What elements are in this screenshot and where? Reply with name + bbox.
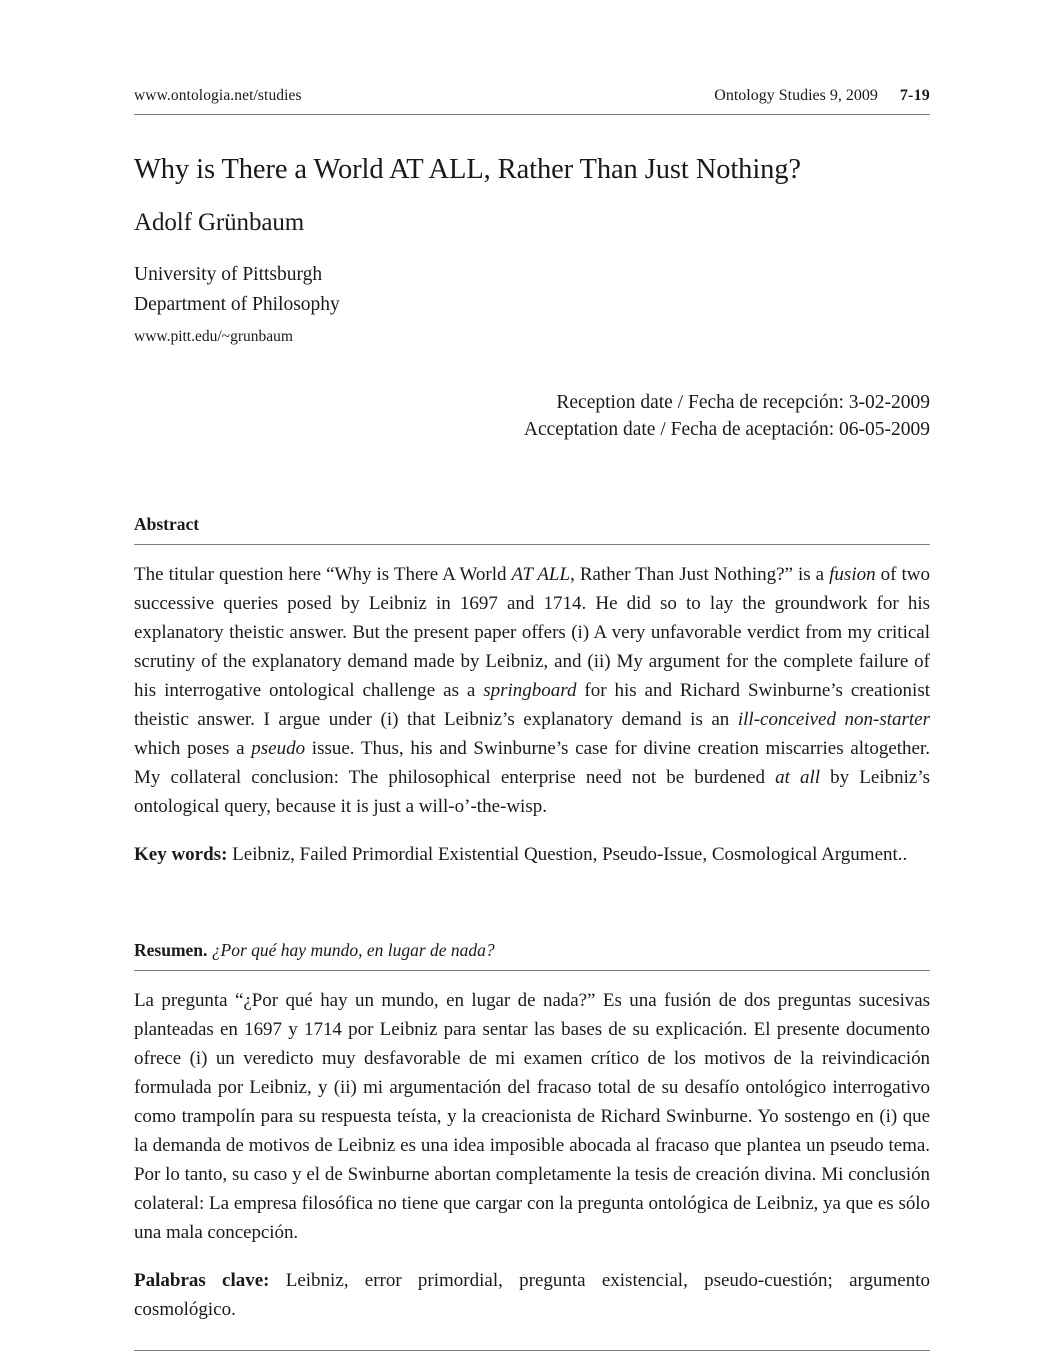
keywords-en-label: Key words: <box>134 843 228 865</box>
abstract-heading: Abstract <box>134 514 200 535</box>
abstract-text-c: of two successive queries posed by Leibniz in 1697 and 1714. He did so to lay the groundwork for his explanatory theistic answer. But the present paper offers (i) A very unfavorable verdict from my critical scrutiny of the explanatory demand made by Leibniz, and (ii) My argument for the complete failure of his interrogative ontological challenge as a <box>134 564 930 701</box>
abstract-emphasis-at-all: AT ALL <box>511 564 571 586</box>
abstract-text-e: which poses a <box>134 737 252 759</box>
affiliation-department: Department of Philosophy <box>134 293 340 315</box>
journal-issue: Ontology Studies 9, 2009 <box>714 87 878 104</box>
author-name: Adolf Grünbaum <box>134 209 305 237</box>
keywords-es-label: Palabras clave: <box>134 1269 270 1291</box>
abstract-emphasis-ill-conceived: ill-conceived non-starter <box>737 708 931 730</box>
page-range: 7-19 <box>899 87 930 104</box>
abstract-text-g: by Leibniz’s ontological query, because it is just a will-o’-the-wisp. <box>134 766 931 817</box>
running-head-right <box>714 86 930 105</box>
abstract-paragraph <box>134 561 930 822</box>
keywords-es-value: Leibniz, error primordial, pregunta existencial, pseudo-cuestión; argumento cosmológico. <box>134 1269 930 1320</box>
abstract-emphasis-springboard: springboard <box>483 680 577 701</box>
dates-block <box>134 389 930 444</box>
author-homepage: www.pitt.edu/~grunbaum <box>134 327 293 345</box>
abstract-emphasis-at-all-2: at all <box>775 766 821 788</box>
abstract-divider <box>134 544 930 545</box>
keywords-en-value: Leibniz, Failed Primordial Existential Question, Pseudo-Issue, Cosmological Argument.. <box>227 843 908 865</box>
header-divider <box>134 114 930 115</box>
keywords-es <box>134 1267 930 1325</box>
abstract-text-a: The titular question here “Why is There A World <box>134 564 512 586</box>
footer-divider <box>134 1350 930 1351</box>
abstract-emphasis-fusion: fusion <box>829 564 876 586</box>
page-title: Why is There a World AT ALL, Rather Than Just Nothing? <box>134 153 801 185</box>
keywords-en <box>134 841 930 870</box>
running-head <box>134 0 930 106</box>
resumen-heading <box>134 940 930 961</box>
affiliation-institution: University of Pittsburgh <box>134 264 323 286</box>
abstract-text-f: issue. Thus, his and Swinburne’s case for divine creation miscarries altogether. My collateral conclusion: The philosophical enterprise need not be burdened <box>134 737 930 788</box>
abstract-emphasis-pseudo: pseudo <box>251 737 306 759</box>
abstract-text-d: for his and Richard Swinburne’s creationist theistic answer. I argue under (i) that Leibniz’s explanatory demand is an <box>134 680 930 730</box>
abstract-text-b: , Rather Than Just Nothing?” is a <box>570 564 830 586</box>
acceptation-date: Acceptation date / Fecha de aceptación: 06-05-2009 <box>523 419 930 441</box>
journal-website: www.ontologia.net/studies <box>134 87 302 104</box>
page-content <box>134 0 930 1351</box>
resumen-heading-subtitle: ¿Por qué hay mundo, en lugar de nada? <box>207 939 495 960</box>
resumen-divider <box>134 970 930 971</box>
resumen-heading-label: Resumen. <box>134 939 208 960</box>
reception-date: Reception date / Fecha de recepción: 3-02-2009 <box>556 391 930 413</box>
resumen-paragraph: La pregunta “¿Por qué hay un mundo, en lugar de nada?” Es una fusión de dos preguntas sucesivas planteadas en 1697 y 1714 por Leibniz para sentar las bases de su explicación. El presente documento ofrece (i) un veredicto muy desfavorable de mi examen crítico de los motivos de la reivindicación formulada por Leibniz, y (ii) mi argumentación del fracaso total de su desafío ontológico interrogativo como trampolín para su respuesta teísta, y la creacionista de Richard Swinburne. Yo sostengo en (i) que la demanda de motivos de Leibniz es una idea imposible abocada al fracaso que plantea un pseudo tema. Por lo tanto, su caso y el de Swinburne abortan completamente la tesis de creación divina. Mi conclusión colateral: La empresa filosófica no tiene que cargar con la pregunta ontológica de Leibniz, ya que es sólo una mala concepción. <box>134 989 930 1243</box>
